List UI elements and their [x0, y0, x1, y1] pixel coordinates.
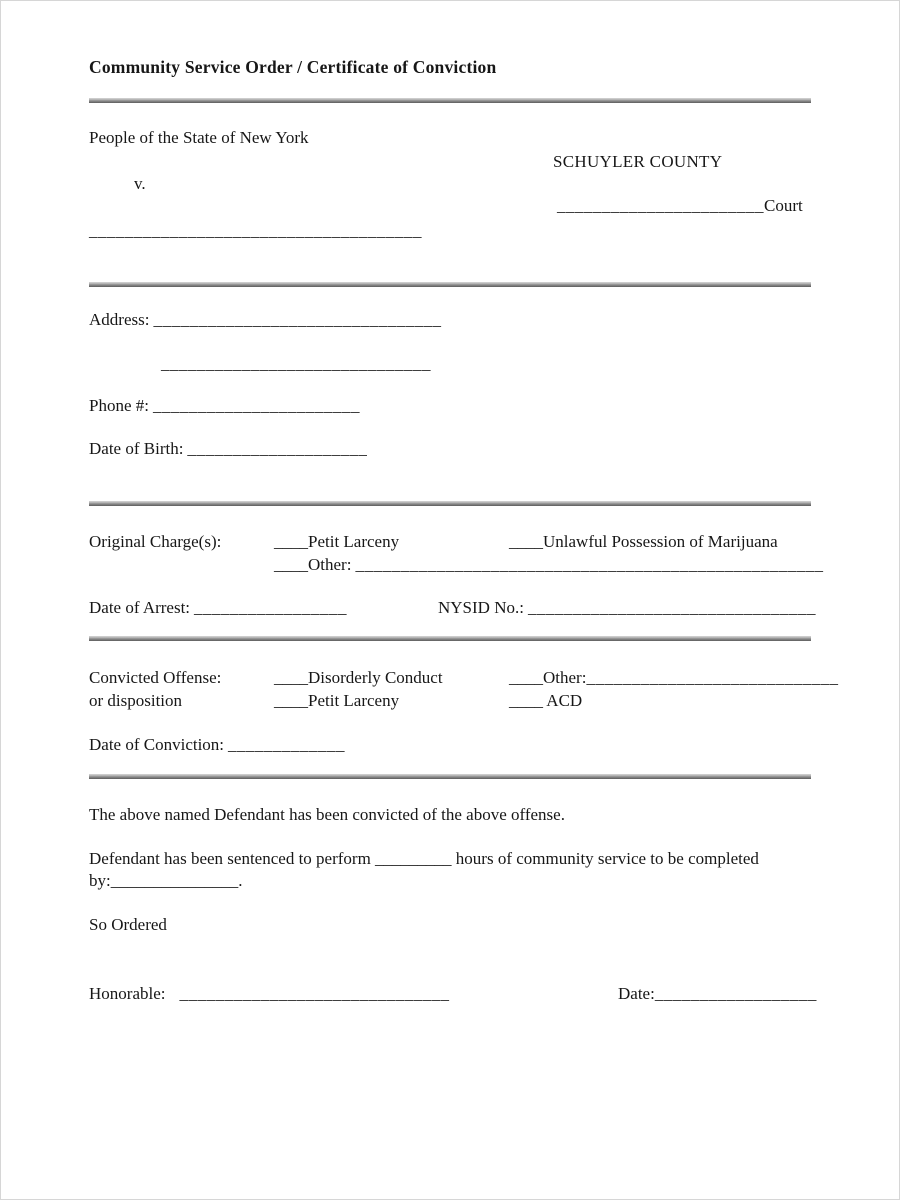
other-charge-blank: ____________________________________________________: [355, 555, 824, 574]
offense-option-petit-larceny: ____Petit Larceny: [274, 691, 400, 710]
other-charge-label: ____Other:: [274, 555, 352, 574]
address-blank-1: ________________________________: [153, 310, 442, 329]
date-label: Date:: [618, 984, 655, 1003]
conviction-statement: The above named Defendant has been convicted of the above offense.: [89, 805, 565, 824]
date-of-conviction-label: Date of Conviction:: [89, 735, 225, 754]
dob-line: [89, 438, 367, 460]
dob-label: Date of Birth:: [89, 439, 184, 458]
court-label: Court: [764, 196, 803, 215]
phone-label: Phone #:: [89, 396, 149, 415]
signature-date-blank: __________________: [654, 984, 817, 1003]
signature-date-line: [618, 983, 817, 1005]
phone-blank: _______________________: [152, 396, 360, 415]
arrest-date-blank: _________________: [194, 598, 348, 617]
honorable-line: [89, 983, 449, 1005]
section-divider: [89, 636, 811, 641]
sentence-text-line2: by:_______________.: [89, 871, 243, 890]
honorable-label: Honorable:: [89, 984, 166, 1003]
dob-blank: ____________________: [187, 439, 368, 458]
court-name-blank: _______________________: [557, 196, 764, 215]
section-divider: [89, 774, 811, 779]
charge-option-petit-larceny: ____Petit Larceny: [274, 532, 400, 551]
versus: v.: [134, 174, 146, 193]
date-of-arrest-label: Date of Arrest:: [89, 598, 191, 617]
offense-other-label: ____Other:: [509, 668, 587, 687]
conviction-date-line: [89, 734, 345, 756]
conviction-date-blank: _____________: [228, 735, 346, 754]
nysid-blank: ________________________________: [527, 598, 816, 617]
address-line: [89, 309, 441, 331]
address-blank-2: ______________________________: [161, 354, 431, 373]
original-charges-label: Original Charge(s):: [89, 532, 222, 551]
section-divider: [89, 501, 811, 506]
plaintiff-name: People of the State of New York: [89, 128, 309, 147]
disposition-label: or disposition: [89, 691, 183, 710]
arrest-date-line: [89, 597, 347, 619]
form-title: Community Service Order / Certificate of Conviction: [89, 57, 497, 77]
convicted-offense-label: Convicted Offense:: [89, 668, 222, 687]
defendant-name-blank: _____________________________________: [89, 221, 422, 240]
charge-option-other: [274, 554, 823, 576]
section-divider: [89, 282, 811, 287]
offense-option-disorderly-conduct: ____Disorderly Conduct: [274, 668, 443, 687]
offense-option-acd: ____ ACD: [509, 691, 583, 710]
phone-line: [89, 395, 360, 417]
sentence-text-line1: Defendant has been sentenced to perform _________ hours of community service to be completed: [89, 849, 759, 868]
court-line: [557, 195, 803, 217]
so-ordered-label: So Ordered: [89, 915, 167, 934]
nysid-line: [438, 597, 816, 619]
offense-option-other: [509, 667, 838, 689]
charge-option-marijuana: ____Unlawful Possession of Marijuana: [509, 532, 778, 551]
offense-other-blank: ____________________________: [586, 668, 839, 687]
judge-signature-blank: ______________________________: [179, 984, 450, 1003]
address-label: Address:: [89, 310, 150, 329]
county-name: SCHUYLER COUNTY: [553, 152, 723, 171]
section-divider: [89, 98, 811, 103]
nysid-label: NYSID No.:: [438, 598, 524, 617]
